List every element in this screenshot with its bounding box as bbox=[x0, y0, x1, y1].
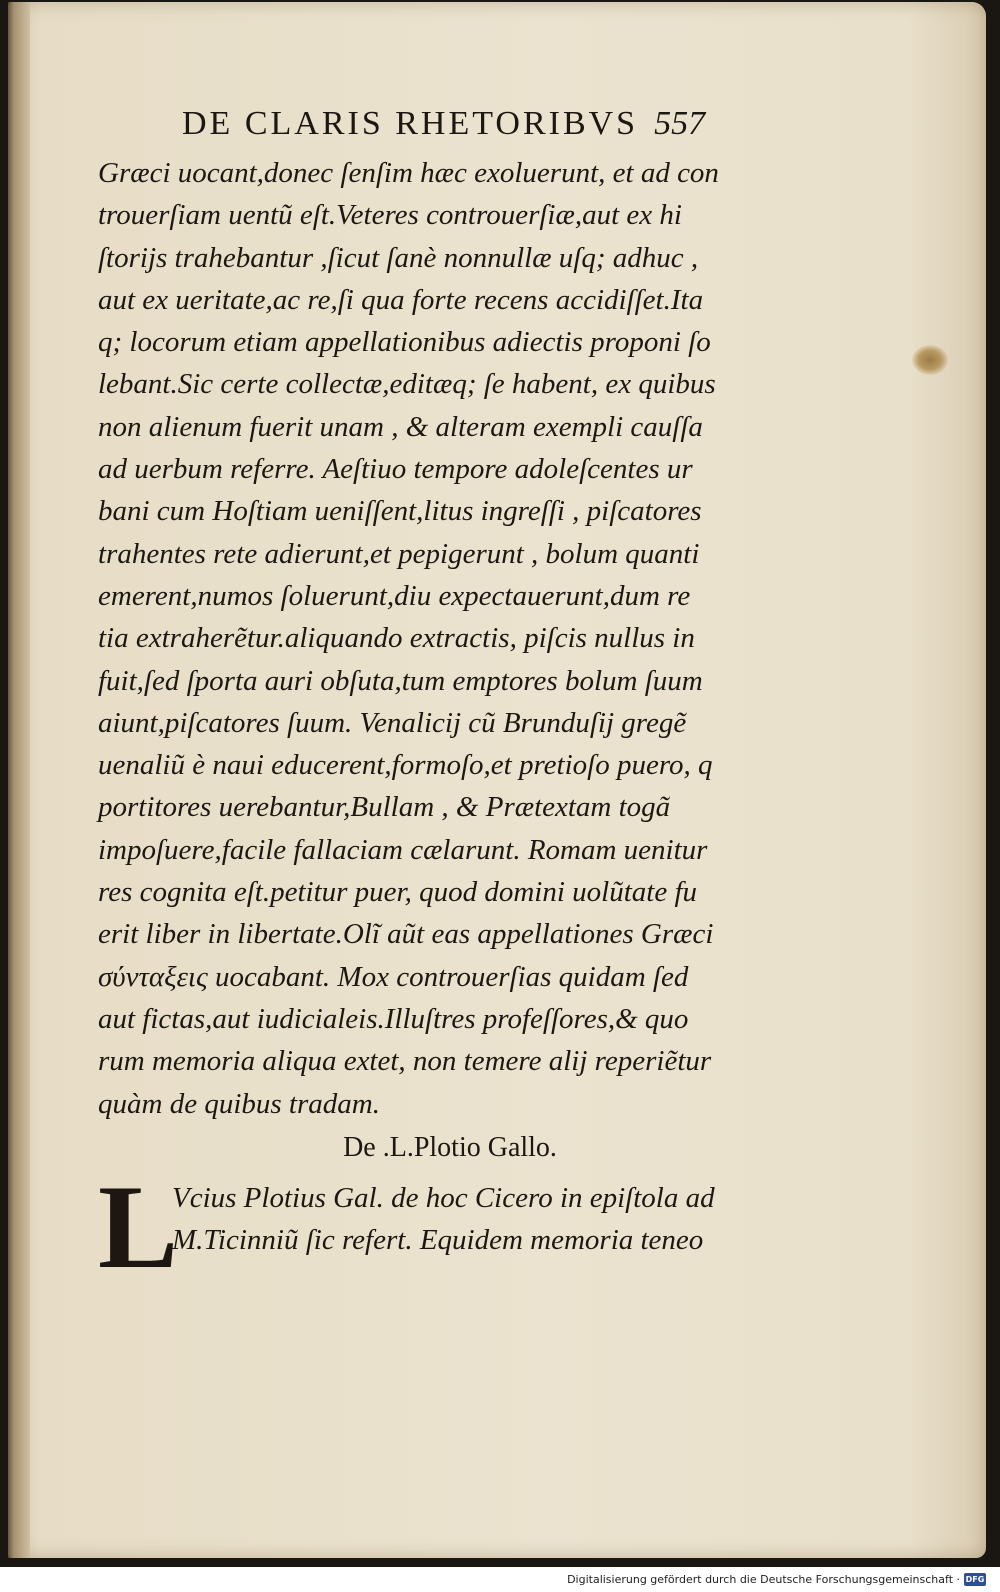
funding-credit: Digitalisierung gefördert durch die Deutsche Forschungsgemeinschaft · bbox=[567, 1573, 960, 1586]
text-line: bani cum Hoſtiam ueniſſent,litus ingreſſi , piſcatores bbox=[98, 495, 702, 528]
text-line: aut fictas,aut iudicialeis.Illuſtres profeſſores,& quo bbox=[98, 1002, 689, 1035]
dfg-logo: DFG bbox=[965, 1575, 985, 1584]
page-text-block bbox=[98, 100, 762, 1293]
text-line: ad uerbum referre. Aeſtiuo tempore adoleſcentes ur bbox=[98, 453, 693, 486]
body-text bbox=[98, 152, 762, 1125]
drop-cap-initial: L bbox=[98, 1159, 179, 1293]
page-binding-edge bbox=[8, 2, 30, 1558]
text-line: ſtorijs trahebantur ,ſicut ſanè nonnullæ uſq; adhuc , bbox=[98, 241, 699, 274]
text-line: lebant.Sic certe collectæ,editæq; ſe habent, ex quibus bbox=[98, 368, 716, 401]
initial-paragraph-text bbox=[172, 1177, 715, 1262]
text-line: M.Ticinniũ ſic refert. Equidem memoria teneo bbox=[172, 1224, 704, 1257]
text-line: portitores uerebantur,Bullam , & Prætextam togã bbox=[98, 791, 671, 824]
text-line: quàm de quibus tradam. bbox=[98, 1087, 380, 1120]
text-line: tia extraherẽtur.aliquando extractis, piſcis nullus in bbox=[98, 622, 695, 655]
text-line: trouerſiam uentũ eſt.Veteres controuerſiæ,aut ex hi bbox=[98, 199, 682, 232]
text-line: aut ex ueritate,ac re,ſi qua forte recens accidiſſet.Ita bbox=[98, 283, 704, 316]
running-head bbox=[98, 100, 762, 148]
initial-paragraph bbox=[98, 1159, 762, 1293]
folio-number: 557 bbox=[654, 105, 706, 142]
text-line: res cognita eſt.petitur puer, quod domini uolũtate fu bbox=[98, 876, 698, 909]
text-line: rum memoria aliqua extet, non temere alij reperiẽtur bbox=[98, 1045, 712, 1078]
text-line: impoſuere,facile fallaciam cælarunt. Romam uenitur bbox=[98, 833, 708, 866]
text-line: fuit,ſed ſporta auri obſuta,tum emptores bolum ſuum bbox=[98, 664, 703, 697]
text-line: trahentes rete adierunt,et pepigerunt , bolum quanti bbox=[98, 537, 700, 570]
text-line: aiunt,piſcatores ſuum. Venalicij cũ Brunduſij gregẽ bbox=[98, 706, 687, 739]
text-line: Græci uocant,donec ſenſim hæc exoluerunt, et ad con bbox=[98, 157, 719, 189]
text-line: non alienum fuerit unam , & alteram exempli cauſſa bbox=[98, 410, 703, 443]
text-line: erit liber in libertate.Olĩ aũt eas appellationes Græci bbox=[98, 918, 714, 951]
text-line: uenaliũ è naui educerent,formoſo,et pretioſo puero, q bbox=[98, 749, 713, 782]
text-line: q; locorum etiam appellationibus adiectis proponi ſo bbox=[98, 326, 711, 359]
text-line: emerent,numos ſoluerunt,diu expectauerunt,dum re bbox=[98, 579, 691, 612]
text-line: σύνταξεις uocabant. Mox controuerſias quidam ſed bbox=[98, 960, 689, 993]
text-line: Vcius Plotius Gal. de hoc Cicero in epiſtola ad bbox=[172, 1181, 715, 1214]
section-heading: De .L.Plotio Gallo. bbox=[343, 1131, 557, 1163]
paper-stain bbox=[912, 345, 948, 375]
running-head-title: DE CLARIS RHETORIBVS bbox=[182, 105, 639, 142]
